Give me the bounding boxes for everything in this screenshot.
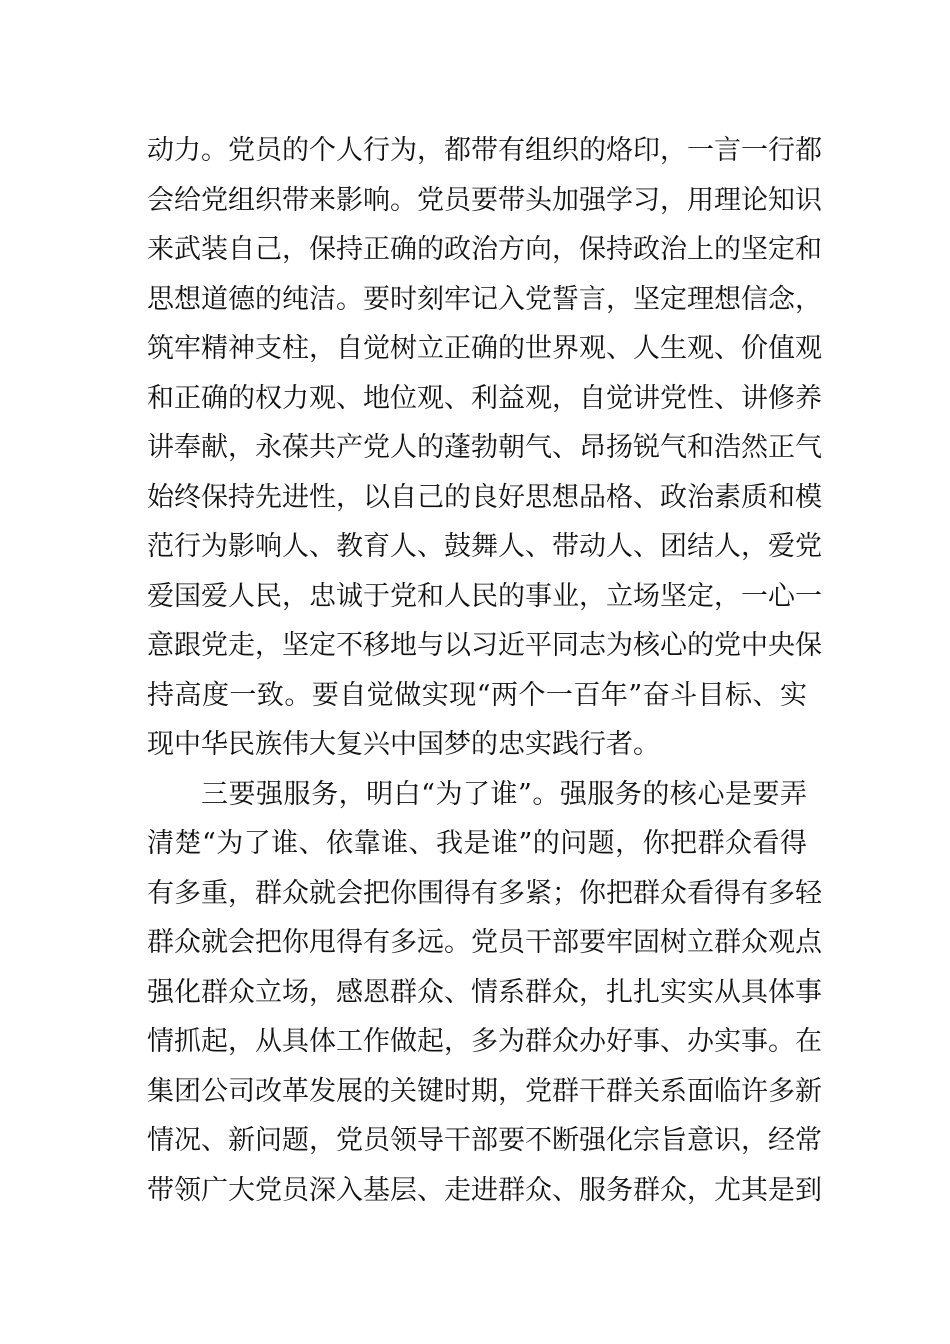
paragraph-start-line: 三要强服务，明白“为了谁”。强服务的核心是要弄 — [201, 778, 807, 810]
text-line: 范行为影响人、教育人、鼓舞人、带动人、团结人，爱党 — [147, 531, 822, 562]
text-line: 强化群众立场，感恩群众、情系群众，扎扎实实从具体事 — [147, 976, 822, 1008]
text-line: 有多重，群众就会把你围得有多紧；你把群众看得有多轻 — [147, 877, 822, 909]
text-line: 带领广大党员深入基层、走进群众、服务群众，尤其是到 — [147, 1174, 822, 1206]
text-line: 情抓起，从具体工作做起，多为群众办好事、办实事。在 — [147, 1026, 822, 1057]
text-line: 会给党组织带来影响。党员要带头加强学习，用理论知识 — [147, 184, 822, 216]
text-line: 始终保持先进性，以自己的良好思想品格、政治素质和模 — [147, 481, 822, 513]
text-line: 来武装自己，保持正确的政治方向，保持政治上的坚定和 — [147, 234, 822, 265]
text-line: 群众就会把你甩得有多远。党员干部要牢固树立群众观点 — [147, 927, 822, 958]
text-line: 持高度一致。要自觉做实现“两个一百年”奋斗目标、实 — [147, 679, 807, 711]
text-line: 讲奉献，永葆共产党人的蓬勃朝气、昂扬锐气和浩然正气 — [147, 432, 822, 463]
text-line: 集团公司改革发展的关键时期，党群干群关系面临许多新 — [147, 1075, 822, 1107]
text-line: 筑牢精神支柱，自觉树立正确的世界观、人生观、价值观 — [147, 333, 822, 364]
text-line: 意跟党走，坚定不移地与以习近平同志为核心的党中央保 — [147, 630, 822, 661]
text-line: 情况、新问题，党员领导干部要不断强化宗旨意识，经常 — [147, 1125, 822, 1156]
text-line: 清楚“为了谁、依靠谁、我是谁”的问题，你把群众看得 — [147, 828, 807, 859]
text-line: 思想道德的纯洁。要时刻牢记入党誓言，坚定理想信念， — [147, 283, 822, 315]
paragraph-end-line: 现中华民族伟大复兴中国梦的忠实践行者。 — [147, 729, 660, 760]
text-line: 爱国爱人民，忠诚于党和人民的事业，立场坚定，一心一 — [147, 580, 822, 612]
body-text — [147, 126, 822, 1215]
text-line: 和正确的权力观、地位观、利益观，自觉讲党性、讲修养 — [147, 382, 822, 414]
text-line: 动力。党员的个人行为，都带有组织的烙印，一言一行都 — [147, 135, 822, 166]
